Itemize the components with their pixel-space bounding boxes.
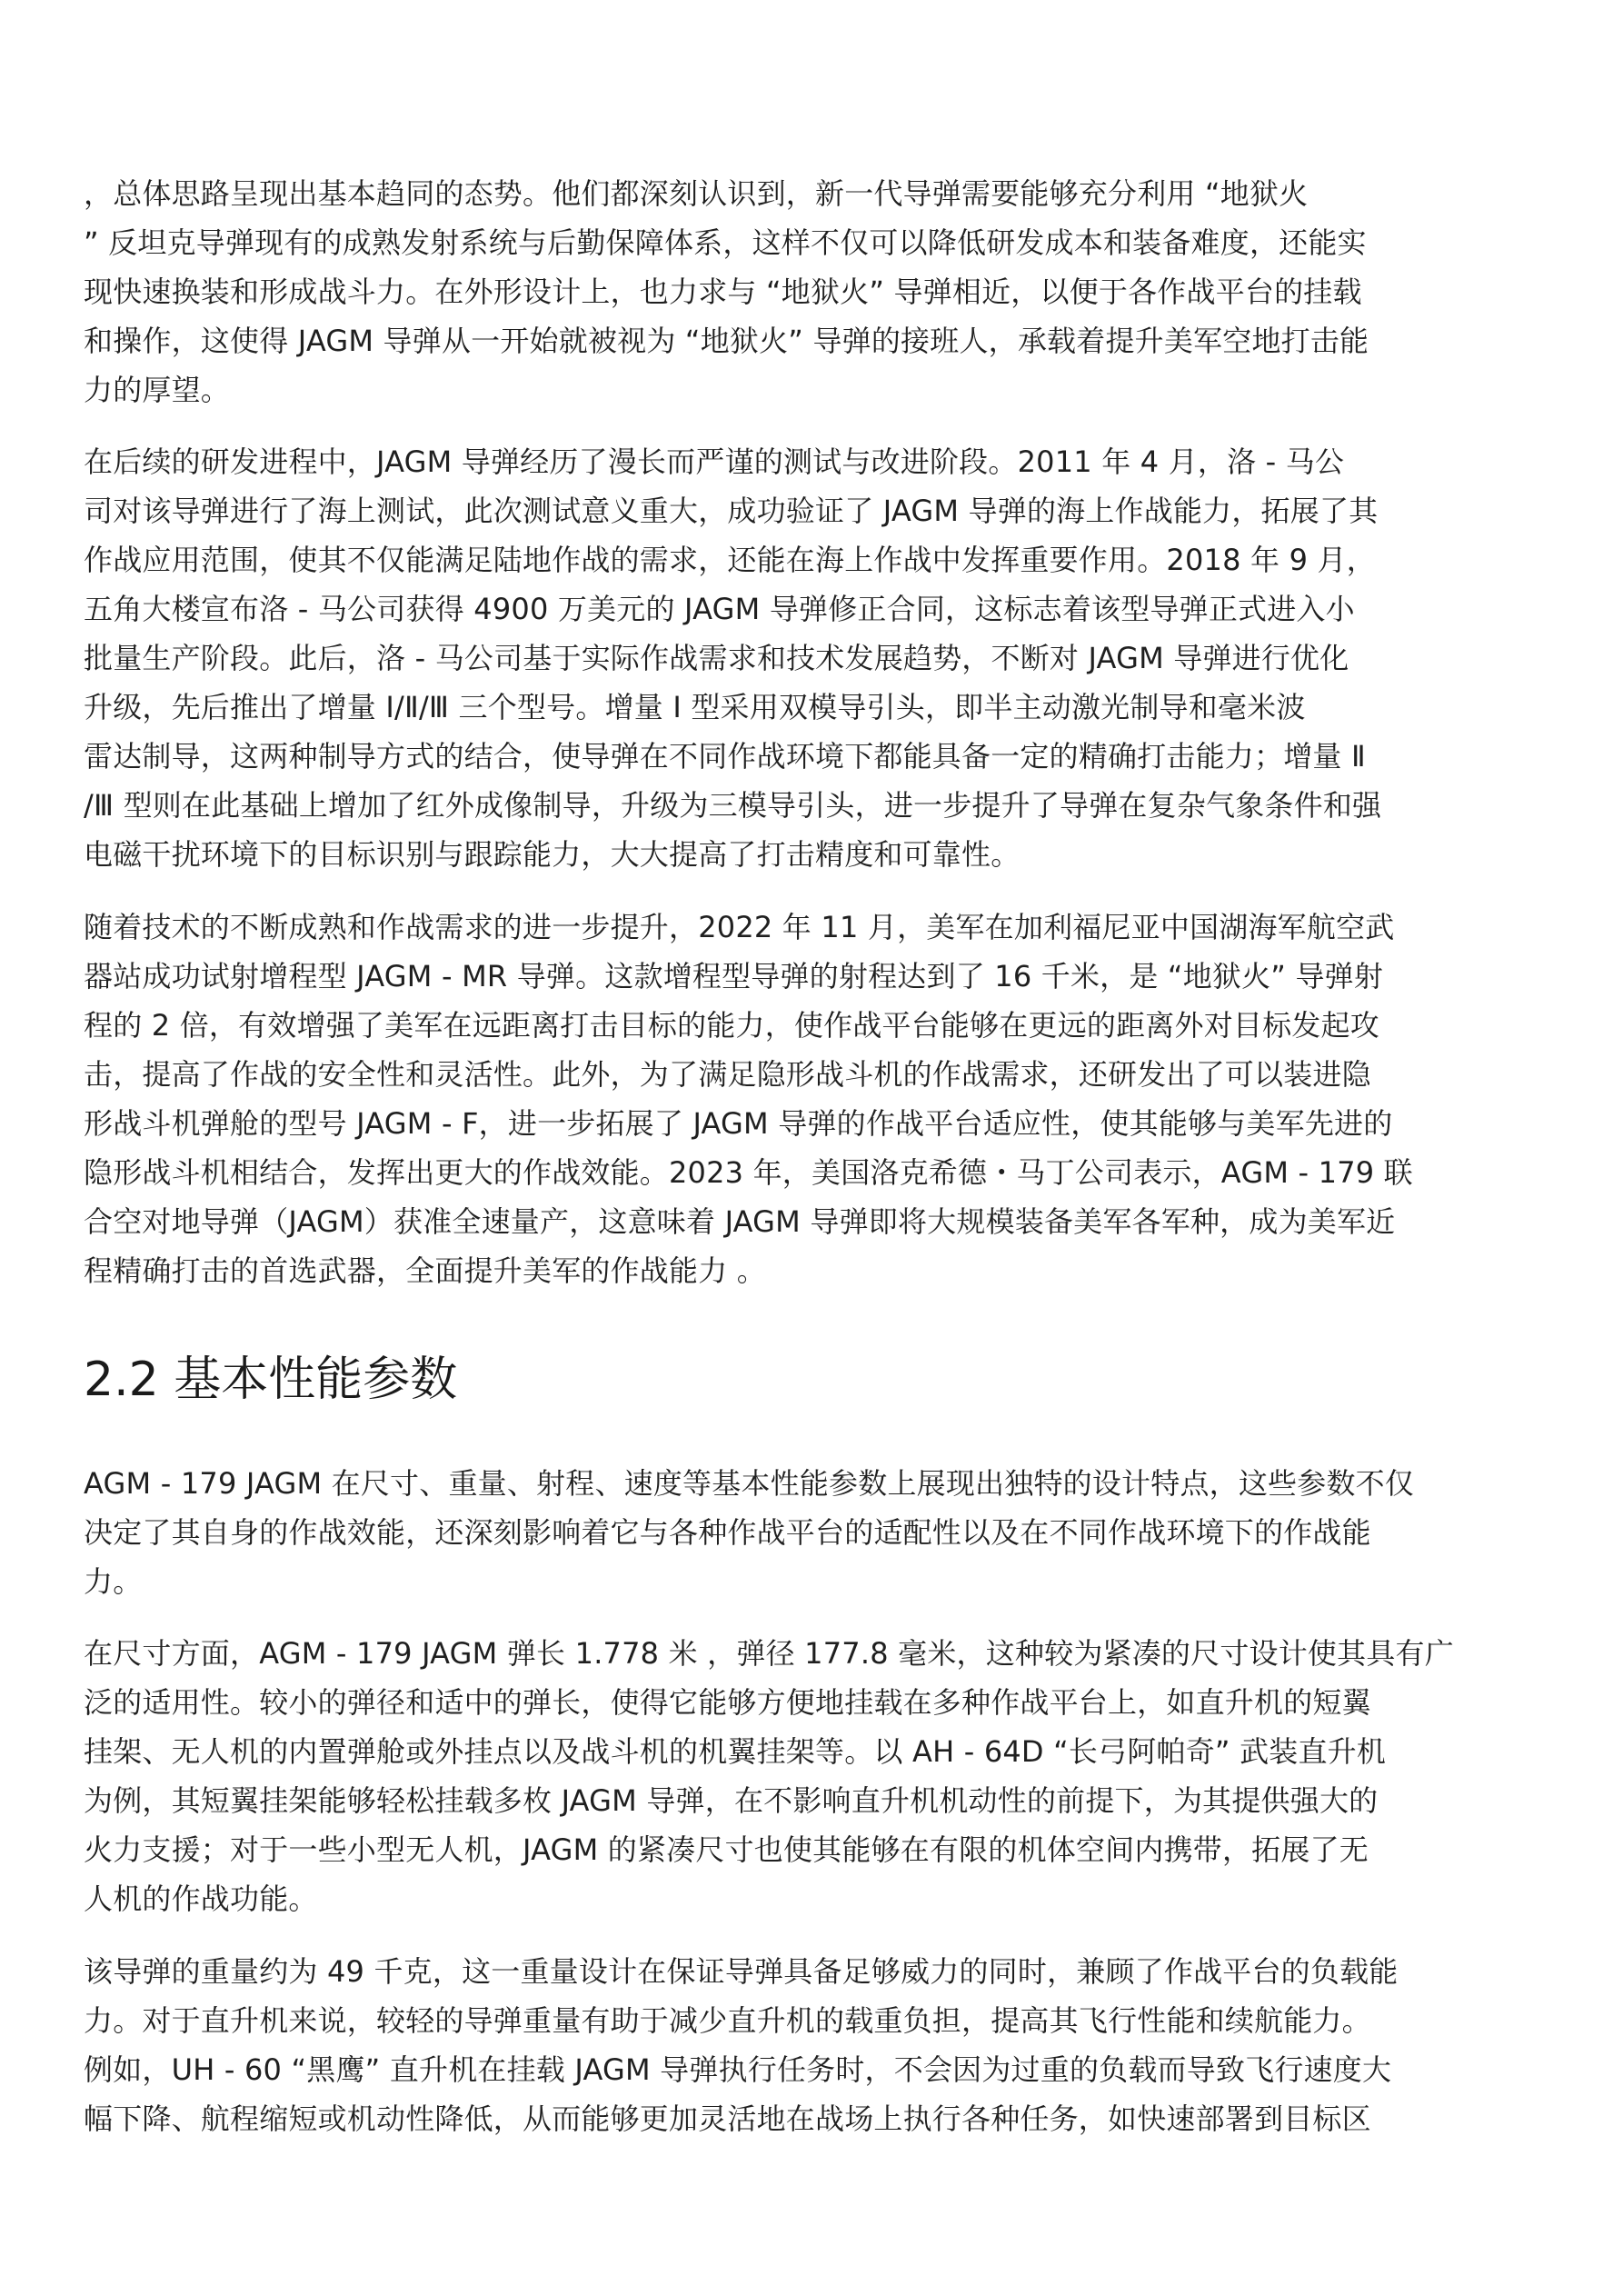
paragraph-2-line-9: 电磁干扰环境下的目标识别与跟踪能力，大大提高了打击精度和可靠性。 <box>84 837 1021 872</box>
paragraph-1-line-1: ，总体思路呈现出基本趋同的态势。他们都深刻认识到，新一代导弹需要能够充分利用 “地狱火 <box>84 176 1309 211</box>
section-paragraph-2-line-4: 为例，其短翼挂架能够轻松挂载多枚 JAGM 导弹，在不影响直升机机动性的前提下，为其提供强大的 <box>84 1783 1379 1818</box>
section-heading: 2.2 基本性能参数 <box>84 1353 458 1407</box>
paragraph-2-line-1: 在后续的研发进程中，JAGM 导弹经历了漫长而严谨的测试与改进阶段。2011 年 4 月，洛 - 马公 <box>84 444 1345 479</box>
paragraph-3-line-8: 程精确打击的首选武器，全面提升美军的作战能力 。 <box>84 1253 766 1288</box>
paragraph-2-line-7: 雷达制导，这两种制导方式的结合，使导弹在不同作战环境下都能具备一定的精确打击能力；增量 Ⅱ <box>84 739 1366 774</box>
section-paragraph-3-line-1: 该导弹的重量约为 49 千克，这一重量设计在保证导弹具备足够威力的同时，兼顾了作战平台的负载能 <box>84 1954 1399 1989</box>
section-paragraph-1-line-2: 决定了其自身的作战效能，还深刻影响着它与各种作战平台的适配性以及在不同作战环境下的作战能 <box>84 1515 1371 1550</box>
paragraph-2-line-2: 司对该导弹进行了海上测试，此次测试意义重大，成功验证了 JAGM 导弹的海上作战能力，拓展了其 <box>84 494 1379 528</box>
paragraph-2-line-5: 批量生产阶段。此后，洛 - 马公司基于实际作战需求和技术发展趋势，不断对 JAGM 导弹进行优化 <box>84 641 1349 675</box>
paragraph-3-line-1: 随着技术的不断成熟和作战需求的进一步提升，2022 年 11 月，美军在加利福尼亚中国湖海军航空武 <box>84 910 1395 944</box>
paragraph-1-line-2: ” 反坦克导弹现有的成熟发射系统与后勤保障体系，这样不仅可以降低研发成本和装备难度，还能实 <box>84 225 1367 260</box>
paragraph-3-line-3: 程的 2 倍，有效增强了美军在远距离打击目标的能力，使作战平台能够在更远的距离外对目标发起攻 <box>84 1008 1379 1043</box>
paragraph-3-line-2: 器站成功试射增程型 JAGM - MR 导弹。这款增程型导弹的射程达到了 16 千米，是 “地狱火” 导弹射 <box>84 959 1384 993</box>
paragraph-1-line-5: 力的厚望。 <box>84 373 231 407</box>
paragraph-2-line-4: 五角大楼宣布洛 - 马公司获得 4900 万美元的 JAGM 导弹修正合同，这标志着该型导弹正式进入小 <box>84 592 1355 626</box>
section-paragraph-3-line-3: 例如，UH - 60 “黑鹰” 直升机在挂载 JAGM 导弹执行任务时，不会因为过重的负载而导致飞行速度大 <box>84 2052 1392 2087</box>
paragraph-1-line-4: 和操作，这使得 JAGM 导弹从一开始就被视为 “地狱火” 导弹的接班人，承载着提升美军空地打击能 <box>84 324 1369 358</box>
paragraph-3-line-6: 隐形战斗机相结合，发挥出更大的作战效能。2023 年，美国洛克希德・马丁公司表示，AGM - 179 联 <box>84 1155 1413 1190</box>
paragraph-3-line-4: 击，提高了作战的安全性和灵活性。此外，为了满足隐形战斗机的作战需求，还研发出了可以装进隐 <box>84 1057 1371 1092</box>
paragraph-2-line-3: 作战应用范围，使其不仅能满足陆地作战的需求，还能在海上作战中发挥重要作用。2018 年 9 月， <box>84 543 1376 577</box>
section-paragraph-2-line-5: 火力支援；对于一些小型无人机，JAGM 的紧凑尺寸也使其能够在有限的机体空间内携带，拓展了无 <box>84 1832 1369 1867</box>
section-paragraph-3-line-2: 力。对于直升机来说，较轻的导弹重量有助于减少直升机的载重负担，提高其飞行性能和续航能力。 <box>84 2003 1371 2038</box>
paragraph-2-line-6: 升级，先后推出了增量 Ⅰ/Ⅱ/Ⅲ 三个型号。增量 Ⅰ 型采用双模导引头，即半主动激光制导和毫米波 <box>84 690 1306 724</box>
section-paragraph-2-line-6: 人机的作战功能。 <box>84 1882 318 1916</box>
paragraph-3-line-7: 合空对地导弹（JAGM）获准全速量产，这意味着 JAGM 导弹即将大规模装备美军各军种，成为美军近 <box>84 1204 1396 1239</box>
section-paragraph-1-line-3: 力。 <box>84 1564 143 1599</box>
section-paragraph-3-line-4: 幅下降、航程缩短或机动性降低，从而能够更加灵活地在战场上执行各种任务，如快速部署到目标区 <box>84 2101 1371 2136</box>
paragraph-3-line-5: 形战斗机弹舱的型号 JAGM - F，进一步拓展了 JAGM 导弹的作战平台适应性，使其能够与美军先进的 <box>84 1106 1393 1141</box>
paragraph-2-line-8: /Ⅲ 型则在此基础上增加了红外成像制导，升级为三模导引头，进一步提升了导弹在复杂气象条件和强 <box>84 788 1382 823</box>
section-paragraph-2-line-1: 在尺寸方面，AGM - 179 JAGM 弹长 1.778 米 ，弹径 177.8 毫米，这种较为紧凑的尺寸设计使其具有广 <box>84 1636 1454 1671</box>
section-paragraph-2-line-2: 泛的适用性。较小的弹径和适中的弹长，使得它能够方便地挂载在多种作战平台上，如直升机的短翼 <box>84 1685 1371 1720</box>
section-paragraph-2-line-3: 挂架、无人机的内置弹舱或外挂点以及战斗机的机翼挂架等。以 AH - 64D “长弓阿帕奇” 武装直升机 <box>84 1734 1387 1769</box>
section-paragraph-1-line-1: AGM - 179 JAGM 在尺寸、重量、射程、速度等基本性能参数上展现出独特的设计特点，这些参数不仅 <box>84 1466 1415 1501</box>
paragraph-1-line-3: 现快速换装和形成战斗力。在外形设计上，也力求与 “地狱火” 导弹相近，以便于各作战平台的挂载 <box>84 275 1362 309</box>
